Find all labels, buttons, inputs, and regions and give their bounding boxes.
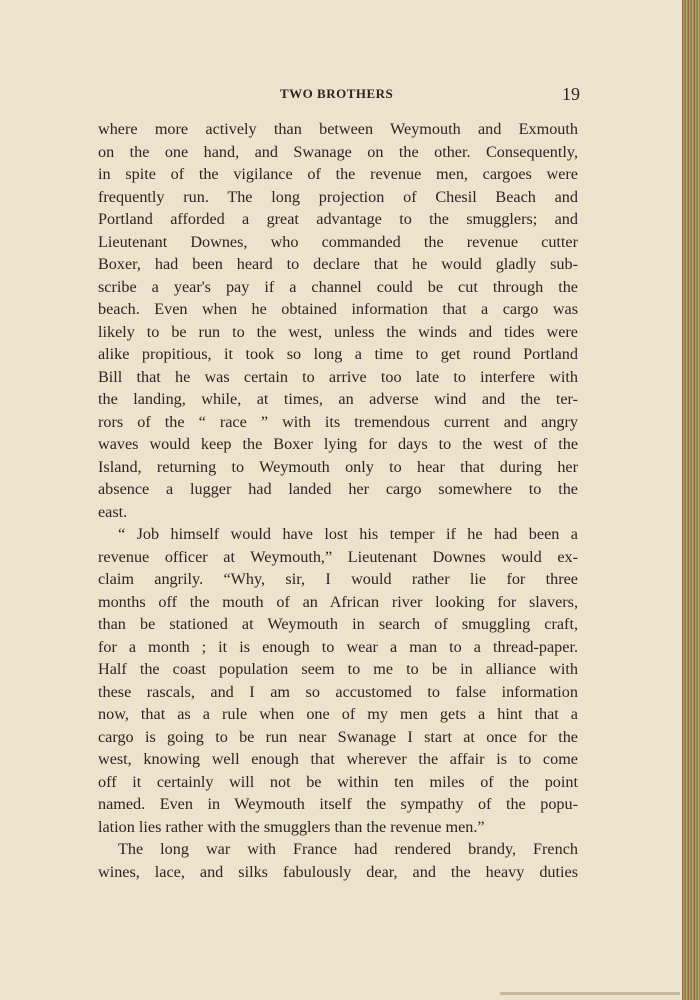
body-text xyxy=(98,118,578,883)
text-line: The long war with France had rendered brandy, French xyxy=(118,840,578,858)
text-line: months off the mouth of an African river looking for slavers, xyxy=(98,592,578,611)
text-line: claim angrily. “Why, sir, I would rather lie for three xyxy=(98,570,578,588)
text-line: for a month ; it is enough to wear a man to a thread-paper. xyxy=(98,637,578,656)
text-line: lation lies rather with the smugglers than the revenue men.” xyxy=(98,817,485,836)
text-line: revenue officer at Weymouth,” Lieutenant Downes would ex- xyxy=(98,547,578,566)
text-line: west, knowing well enough that wherever the affair is to come xyxy=(98,750,578,768)
text-line: now, that as a rule when one of my men gets a hint that a xyxy=(98,705,578,723)
text-line: than be stationed at Weymouth in search of smuggling craft, xyxy=(98,615,578,633)
text-line: Boxer, had been heard to declare that he would gladly sub- xyxy=(98,255,578,273)
text-line: beach. Even when he obtained information that a cargo was xyxy=(98,300,578,318)
text-line: Half the coast population seem to me to be in alliance with xyxy=(98,660,578,678)
text-line: in spite of the vigilance of the revenue men, cargoes were xyxy=(98,165,578,183)
text-line: east. xyxy=(98,502,128,521)
text-line: “ Job himself would have lost his temper if he had been a xyxy=(118,525,578,543)
text-line: rors of the “ race ” with its tremendous current and angry xyxy=(98,412,578,431)
text-line: Lieutenant Downes, who commanded the revenue cutter xyxy=(98,232,578,251)
text-line: where more actively than between Weymouth and Exmouth xyxy=(98,120,578,138)
page-edge-binding xyxy=(682,0,700,1000)
text-line: cargo is going to be run near Swanage I start at once for the xyxy=(98,727,578,746)
page-header xyxy=(100,84,580,106)
text-line: the landing, while, at times, an adverse wind and the ter- xyxy=(98,390,578,408)
text-line: off it certainly will not be within ten miles of the point xyxy=(98,772,578,791)
text-line: waves would keep the Boxer lying for days to the west of the xyxy=(98,435,578,453)
text-line: frequently run. The long projection of Chesil Beach and xyxy=(98,187,578,206)
text-line: Portland afforded a great advantage to the smugglers; and xyxy=(98,210,578,228)
text-line: on the one hand, and Swanage on the other. Consequently, xyxy=(98,142,578,161)
text-line: absence a lugger had landed her cargo somewhere to the xyxy=(98,480,578,498)
text-line: named. Even in Weymouth itself the sympathy of the popu- xyxy=(98,795,578,813)
text-line: likely to be run to the west, unless the winds and tides were xyxy=(98,322,578,341)
page-bottom-shadow xyxy=(500,992,680,995)
running-head: TWO BROTHERS xyxy=(280,86,394,101)
text-line: these rascals, and I am so accustomed to false information xyxy=(98,682,578,701)
page-number: 19 xyxy=(562,84,580,104)
text-line: scribe a year's pay if a channel could be cut through the xyxy=(98,277,578,296)
text-line: Island, returning to Weymouth only to hear that during her xyxy=(98,457,578,476)
text-line: wines, lace, and silks fabulously dear, and the heavy duties xyxy=(98,862,578,881)
text-line: alike propitious, it took so long a time to get round Portland xyxy=(98,345,578,363)
text-line: Bill that he was certain to arrive too late to interfere with xyxy=(98,367,578,386)
